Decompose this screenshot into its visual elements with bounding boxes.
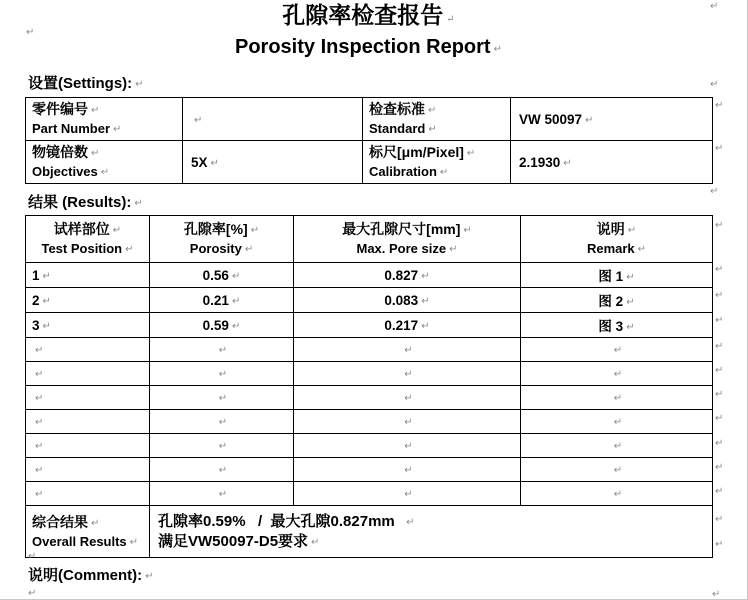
report-title-zh (25, 2, 712, 34)
empty-table-row (26, 458, 713, 482)
overall-results-line1: 孔隙率0.59% / 最大孔隙0.827mm ↵ (158, 512, 704, 532)
empty-cell[interactable] (150, 362, 294, 386)
end-of-row-mark (715, 413, 723, 424)
empty-cell[interactable] (294, 410, 521, 434)
cell-position[interactable]: 3 ↵ (26, 313, 150, 338)
header-max-pore-size[interactable]: 最大孔隙尺寸[mm] ↵ Max. Pore size ↵ (294, 216, 521, 263)
results-table (25, 215, 713, 558)
paragraph-mark (710, 1, 718, 12)
empty-cell[interactable] (521, 434, 713, 458)
part-number-value-cell[interactable] (183, 98, 363, 141)
standard-value-cell[interactable]: VW 50097 ↵ (511, 98, 713, 141)
end-of-row-mark (715, 315, 723, 326)
empty-cell[interactable] (26, 482, 150, 506)
cell-remark[interactable]: 图 3 ↵ (521, 313, 713, 338)
cell-remark[interactable]: 图 1 ↵ (521, 263, 713, 288)
paragraph-mark (28, 588, 36, 599)
paragraph-mark (26, 27, 34, 38)
empty-cell[interactable] (521, 386, 713, 410)
cell-max-pore[interactable]: 0.083 ↵ (294, 288, 521, 313)
end-of-row-mark (715, 143, 723, 154)
results-heading: 结果 (Results): ↵ (28, 191, 143, 212)
calibration-label-cell[interactable]: 标尺[μm/Pixel] ↵ Calibration ↵ (363, 141, 511, 184)
cell-max-pore[interactable]: 0.217 ↵ (294, 313, 521, 338)
header-porosity[interactable]: 孔隙率[%] ↵ Porosity ↵ (150, 216, 294, 263)
empty-table-row (26, 338, 713, 362)
standard-label-cell[interactable]: 检查标准 ↵ Standard ↵ (363, 98, 511, 141)
empty-cell[interactable] (150, 410, 294, 434)
report-title-block (25, 2, 712, 63)
empty-cell[interactable] (521, 482, 713, 506)
empty-cell[interactable] (521, 362, 713, 386)
empty-cell[interactable] (26, 434, 150, 458)
empty-cell[interactable] (150, 386, 294, 410)
settings-table (25, 97, 713, 184)
objectives-value-cell[interactable]: 5X ↵ (183, 141, 363, 184)
end-of-row-mark (715, 290, 723, 301)
empty-cell[interactable] (294, 362, 521, 386)
empty-cell[interactable] (294, 458, 521, 482)
cell-porosity[interactable]: 0.56 ↵ (150, 263, 294, 288)
report-title-zh-text: 孔隙率检查报告 ↵ (282, 3, 454, 28)
header-test-position[interactable]: 试样部位 ↵ Test Position ↵ (26, 216, 150, 263)
report-title-en-text: Porosity Inspection Report ↵ (235, 36, 502, 58)
header-remark[interactable]: 说明 ↵ Remark ↵ (521, 216, 713, 263)
empty-cell[interactable] (294, 482, 521, 506)
empty-cell[interactable] (150, 338, 294, 362)
settings-row-1 (26, 98, 713, 141)
overall-results-line2: 满足VW50097-D5要求 ↵ (158, 532, 704, 552)
empty-cell[interactable] (150, 434, 294, 458)
cell-porosity[interactable]: 0.59 ↵ (150, 313, 294, 338)
cell-max-pore[interactable]: 0.827 ↵ (294, 263, 521, 288)
table-row (26, 263, 713, 288)
end-of-row-mark (715, 341, 723, 352)
empty-cell[interactable] (26, 362, 150, 386)
empty-cell[interactable] (26, 458, 150, 482)
empty-cell[interactable] (150, 458, 294, 482)
settings-row-2 (26, 141, 713, 184)
end-of-row-mark (715, 514, 723, 525)
empty-cell[interactable] (521, 338, 713, 362)
empty-table-row (26, 434, 713, 458)
overall-results-value-cell[interactable] (150, 506, 713, 558)
empty-table-row (26, 410, 713, 434)
overall-results-row (26, 506, 713, 558)
end-of-row-mark (715, 100, 723, 111)
empty-table-row (26, 386, 713, 410)
empty-cell[interactable] (521, 458, 713, 482)
table-row (26, 288, 713, 313)
empty-table-row (26, 362, 713, 386)
end-of-row-mark (715, 539, 723, 550)
settings-heading: 设置(Settings): ↵ (28, 72, 144, 93)
objectives-label-cell[interactable]: 物镜倍数 ↵ Objectives ↵ (26, 141, 183, 184)
empty-cell[interactable] (294, 386, 521, 410)
paragraph-mark (710, 186, 718, 197)
paragraph-mark (28, 551, 36, 562)
empty-cell[interactable] (294, 434, 521, 458)
empty-cell[interactable] (521, 410, 713, 434)
report-title-en (25, 34, 712, 63)
overall-results-label-cell[interactable]: 综合结果 ↵ Overall Results ↵ (26, 506, 150, 558)
comment-heading: 说明(Comment): ↵ (28, 564, 154, 585)
empty-cell[interactable] (294, 338, 521, 362)
empty-cell[interactable] (26, 338, 150, 362)
part-number-label-cell[interactable]: 零件编号 ↵ Part Number ↵ (26, 98, 183, 141)
end-of-row-mark (715, 220, 723, 231)
cell-position[interactable]: 1 ↵ (26, 263, 150, 288)
paragraph-mark (712, 589, 720, 600)
empty-cell[interactable] (26, 386, 150, 410)
calibration-value-cell[interactable]: 2.1930 ↵ (511, 141, 713, 184)
end-of-row-mark (715, 462, 723, 473)
end-of-row-mark (715, 264, 723, 275)
cell-porosity[interactable]: 0.21 ↵ (150, 288, 294, 313)
table-row (26, 313, 713, 338)
end-of-row-mark (715, 438, 723, 449)
end-of-row-mark (715, 486, 723, 497)
end-of-row-mark (715, 365, 723, 376)
empty-cell[interactable] (150, 482, 294, 506)
results-header-row (26, 216, 713, 263)
empty-table-row (26, 482, 713, 506)
end-of-row-mark (715, 389, 723, 400)
empty-cell[interactable] (26, 410, 150, 434)
cell-position[interactable]: 2 ↵ (26, 288, 150, 313)
paragraph-mark (710, 79, 718, 90)
cell-remark[interactable]: 图 2 ↵ (521, 288, 713, 313)
